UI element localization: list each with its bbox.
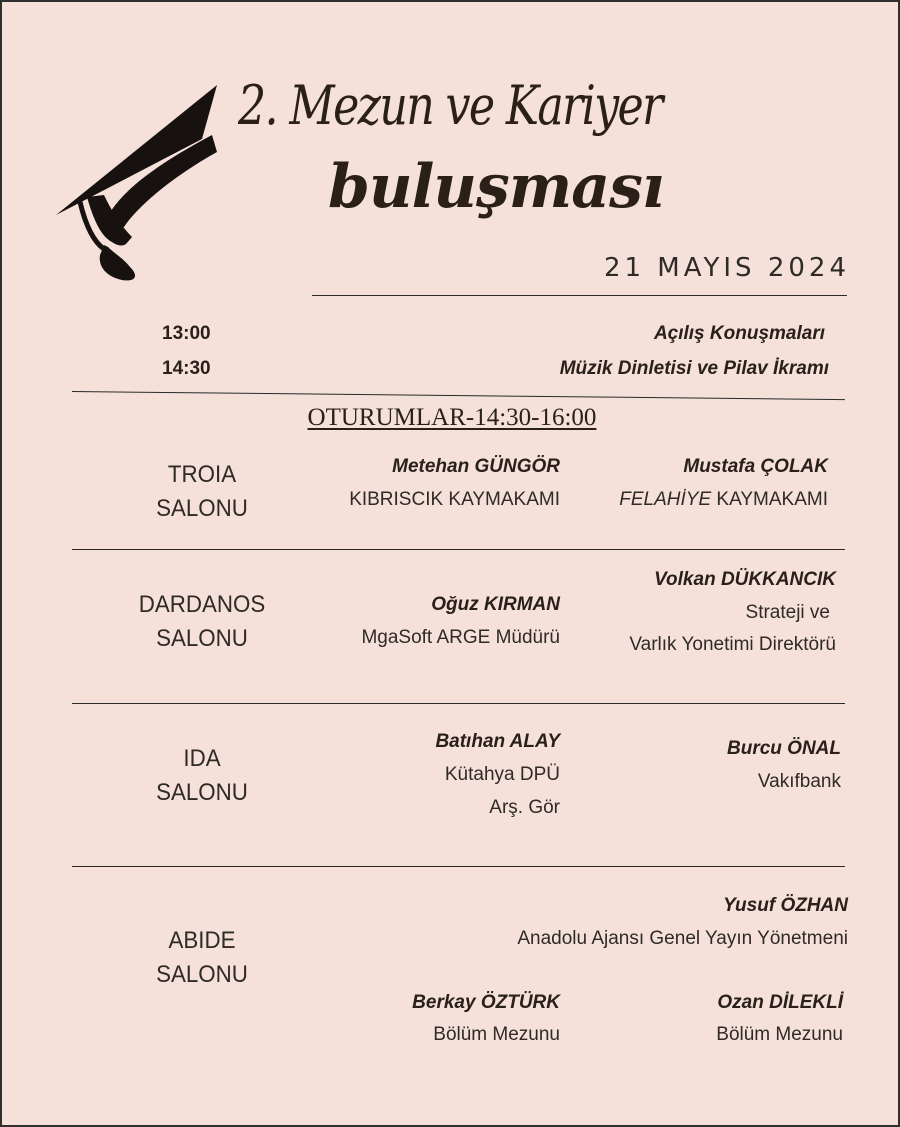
divider: [72, 549, 845, 550]
schedule-time: 13:00: [162, 323, 211, 344]
speaker-role: Kütahya DPÜ: [444, 764, 560, 785]
speaker-name: Yusuf ÖZHAN: [723, 895, 848, 916]
schedule-event: Açılış Konuşmaları: [653, 323, 825, 344]
divider: [72, 866, 845, 867]
speaker-role: KIBRISCIK KAYMAKAMI: [349, 489, 560, 510]
event-date: 21 MAYIS 2024: [603, 253, 850, 283]
speaker-role: FELAHİYE KAYMAKAMI: [619, 489, 828, 510]
speaker-name: Mustafa ÇOLAK: [683, 456, 828, 477]
schedule-time: 14:30: [162, 358, 211, 379]
speaker-name: Volkan DÜKKANCIK: [654, 569, 836, 590]
hall-name-troia: TROIA SALONU: [156, 461, 248, 522]
speaker-name: Oğuz KIRMAN: [431, 594, 560, 615]
speaker-name: Ozan DİLEKLİ: [717, 992, 843, 1013]
speaker-name: Batıhan ALAY: [435, 731, 560, 752]
divider: [72, 703, 845, 704]
divider: [72, 391, 845, 400]
title-line-1: 2. Mezun ve Kariyer: [238, 74, 662, 137]
speaker-role: Arş. Gör: [489, 797, 560, 818]
speaker-name: Berkay ÖZTÜRK: [412, 992, 560, 1013]
speaker-name: Burcu ÖNAL: [727, 738, 841, 759]
graduation-cap-icon: [52, 77, 227, 287]
speaker-role: Strateji ve: [745, 602, 830, 623]
speaker-role: Bölüm Mezunu: [716, 1024, 843, 1045]
hall-name-dardanos: DARDANOS SALONU: [138, 591, 266, 652]
speaker-role: Bölüm Mezunu: [433, 1024, 560, 1045]
schedule-event: Müzik Dinletisi ve Pilav İkramı: [559, 358, 829, 379]
speaker-role: Anadolu Ajansı Genel Yayın Yönetmeni: [517, 928, 848, 949]
sessions-heading: OTURUMLAR-14:30-16:00: [307, 404, 597, 431]
title-line-2: buluşması: [328, 152, 664, 222]
divider: [312, 295, 847, 296]
hall-name-abide: ABIDE SALONU: [156, 927, 248, 988]
hall-name-ida: IDA SALONU: [156, 745, 248, 806]
speaker-role: MgaSoft ARGE Müdürü: [361, 627, 560, 648]
speaker-name: Metehan GÜNGÖR: [392, 456, 560, 477]
speaker-role: Vakıfbank: [757, 771, 841, 792]
speaker-role: Varlık Yonetimi Direktörü: [629, 634, 836, 655]
